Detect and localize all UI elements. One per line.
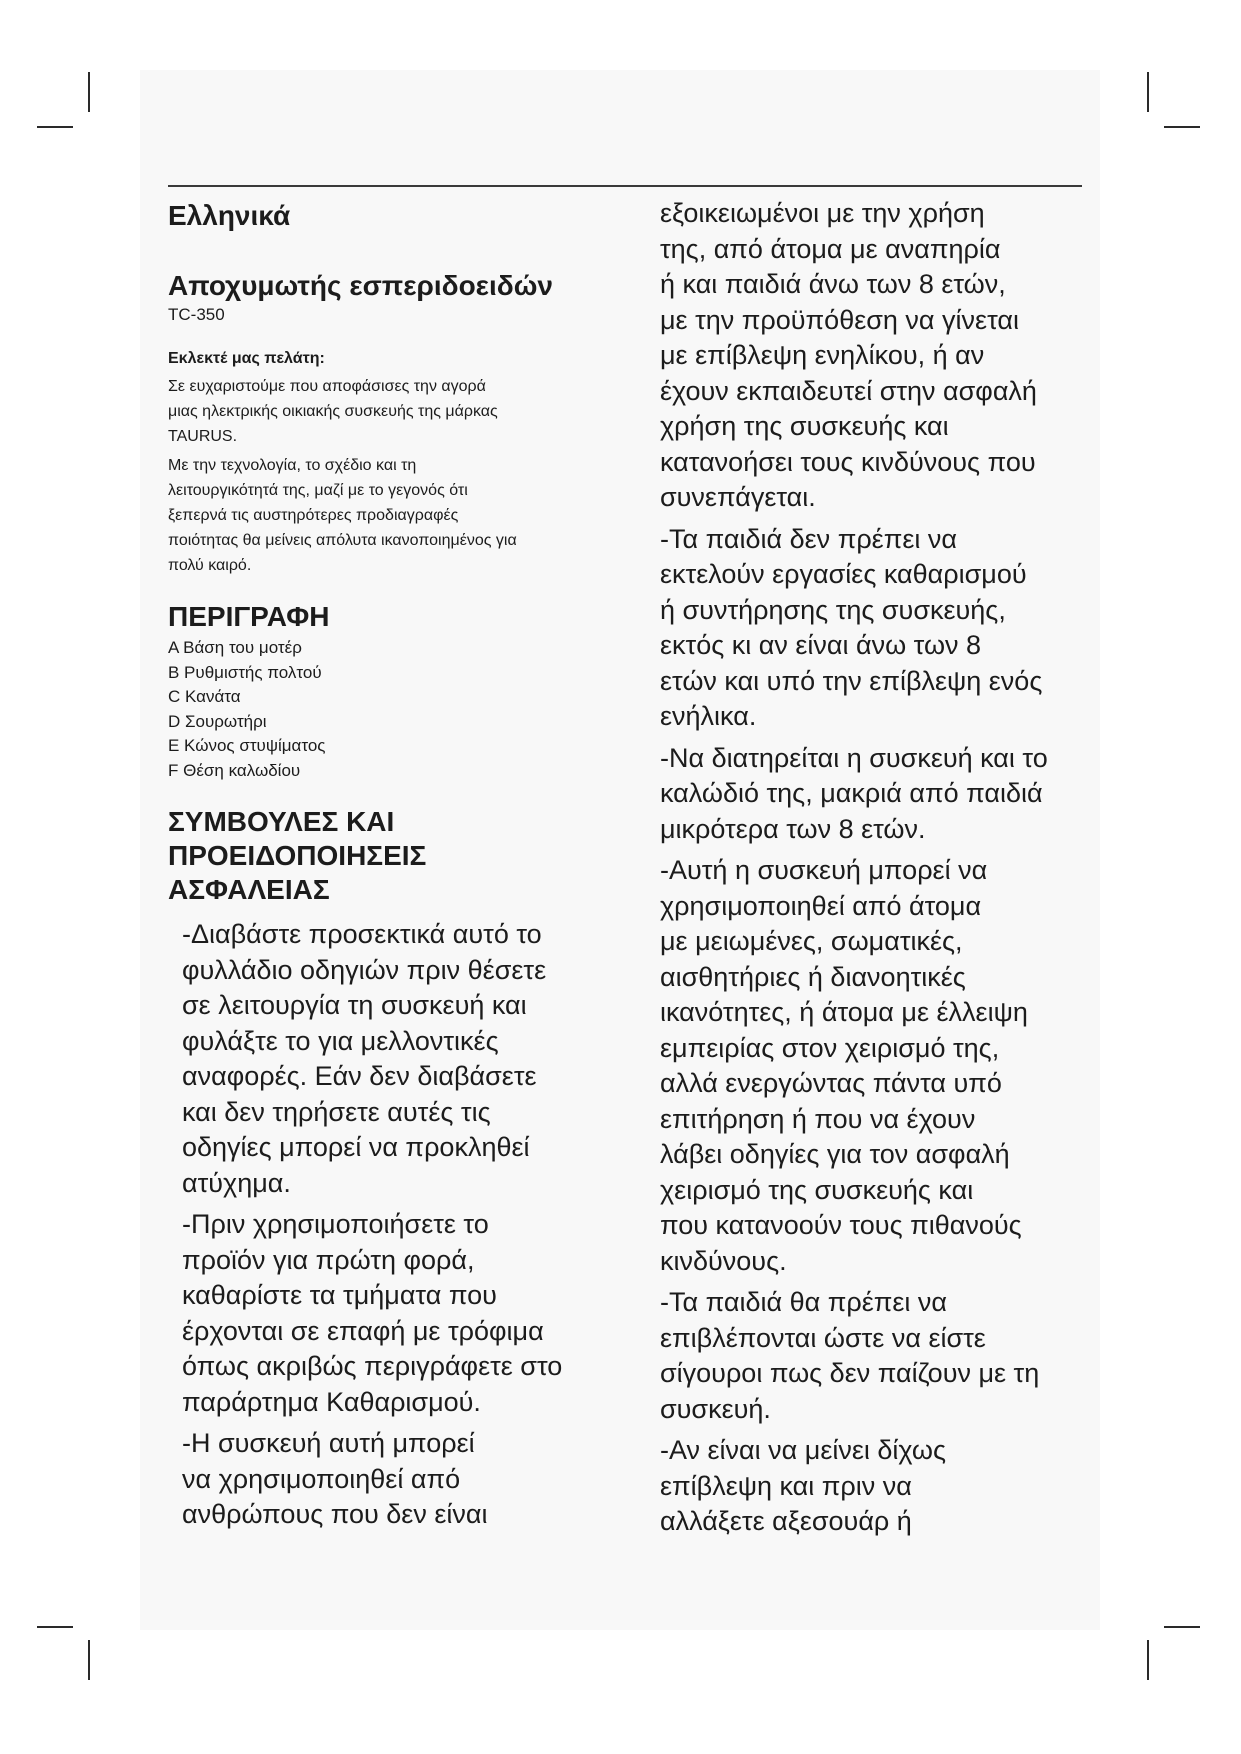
greeting: Εκλεκτέ μας πελάτη: bbox=[168, 350, 325, 367]
intro-paragraph: Με την τεχνολογία, το σχέδιο και τη λειτουργικότητά της, μαζί με το γεγονός ότι ξεπερνά τις αυστηρότερες προδιαγραφές ποιότητας θα μείνεις απόλυτα ικανοποιημένος για πολύ καιρό. bbox=[168, 457, 517, 574]
right-column bbox=[660, 196, 1100, 1546]
product-title: Αποχυμωτής εσπεριδοειδών bbox=[168, 270, 553, 301]
safety-heading: ΣΥΜΒΟΥΛΕΣ ΚΑΙ ΠΡΟΕΙΔΟΠΟΙΗΣΕΙΣ ΑΣΦΑΛΕΙΑΣ bbox=[168, 806, 427, 905]
safety-paragraph: -Αυτή η συσκευή μπορεί να χρησιμοποιηθεί από άτομα με μειωμένες, σωματικές, αισθητήριες ή διανοητικές ικανότητες, ή άτομα με έλλειψη εμπειρίας στον χειρισμό της, αλλά ενεργώντας πάντα υπό επιτήρηση ή που να έχουν λάβει οδηγίες για τον ασφαλή χειρισμό της συσκευής και που κατανοούν τους πιθανούς κινδύνους. bbox=[660, 855, 1028, 1276]
description-section bbox=[168, 600, 638, 783]
parts-list-item: B Ρυθμιστής πολτού bbox=[168, 662, 322, 682]
safety-paragraph: εξοικειωμένοι με την χρήση της, από άτομα με αναπηρία ή και παιδιά άνω των 8 ετών, με την προϋπόθεση να γίνεται με επίβλεψη ενηλίκου, ή αν έχουν εκπαιδευτεί στην ασφαλή χρήση της συσκευής και κατανοήσει τους κινδύνους που συνεπάγεται. bbox=[660, 198, 1037, 512]
parts-list-item: A Βάση του μοτέρ bbox=[168, 638, 302, 657]
safety-paragraph: -Αν είναι να μείνει δίχως επίβλεψη και πριν να αλλάξετε αξεσουάρ ή bbox=[660, 1435, 946, 1536]
crop-mark-top-left-vertical bbox=[88, 72, 90, 112]
model-number: TC-350 bbox=[168, 305, 225, 324]
crop-mark-bottom-right-vertical bbox=[1147, 1640, 1149, 1680]
left-column bbox=[168, 198, 638, 1539]
description-heading: ΠΕΡΙΓΡΑΦΗ bbox=[168, 601, 330, 632]
parts-list-item: F Θέση καλωδίου bbox=[168, 760, 301, 780]
crop-mark-bottom-left-horizontal bbox=[37, 1626, 73, 1628]
safety-paragraph: -Διαβάστε προσεκτικά αυτό το φυλλάδιο οδηγιών πριν θέσετε σε λειτουργία τη συσκευή και φυλάξτε το για μελλοντικές αναφορές. Εάν δεν διαβάσετε και δεν τηρήσετε αυτές τις οδηγίες μπορεί να προκληθεί ατύχημα. bbox=[182, 919, 547, 1198]
safety-paragraph: -Τα παιδιά δεν πρέπει να εκτελούν εργασίες καθαρισμού ή συντήρησης της συσκευής, εκτός κι αν είναι άνω των 8 ετών και υπό την επίβλεψη ενός ενήλικα. bbox=[660, 523, 1043, 731]
parts-list bbox=[168, 636, 638, 783]
safety-section bbox=[168, 805, 638, 1533]
crop-mark-top-right-vertical bbox=[1147, 72, 1149, 112]
crop-mark-top-right-horizontal bbox=[1164, 126, 1200, 128]
header-rule bbox=[168, 185, 1082, 187]
parts-list-item: D Σουρωτήρι bbox=[168, 711, 267, 731]
safety-paragraph: -Η συσκευή αυτή μπορεί να χρησιμοποιηθεί από ανθρώπους που δεν είναι bbox=[182, 1428, 488, 1529]
crop-mark-bottom-right-horizontal bbox=[1164, 1626, 1200, 1628]
safety-paragraph: -Να διατηρείται η συσκευή και το καλώδιό της, μακριά από παιδιά μικρότερα των 8 ετών. bbox=[660, 742, 1048, 844]
parts-list-item: C Κανάτα bbox=[168, 687, 241, 706]
crop-mark-bottom-left-vertical bbox=[88, 1640, 90, 1680]
safety-paragraph: -Τα παιδιά θα πρέπει να επιβλέπονται ώστε να είστε σίγουροι πως δεν παίζουν με τη συσκευή. bbox=[660, 1287, 1040, 1424]
intro-paragraph: Σε ευχαριστούμε που αποφάσισες την αγορά μιας ηλεκτρικής οικιακής συσκευής της μάρκας TAURUS. bbox=[168, 378, 498, 445]
safety-paragraph: -Πριν χρησιμοποιήσετε το προϊόν για πρώτη φορά, καθαρίστε τα τμήματα που έρχονται σε επαφή με τρόφιμα όπως ακριβώς περιγράφετε στο παράρτημα Καθαρισμού. bbox=[182, 1209, 563, 1417]
parts-list-item: E Κώνος στυψίματος bbox=[168, 736, 326, 755]
language-heading: Ελληνικά bbox=[168, 200, 291, 231]
crop-mark-top-left-horizontal bbox=[37, 126, 73, 128]
